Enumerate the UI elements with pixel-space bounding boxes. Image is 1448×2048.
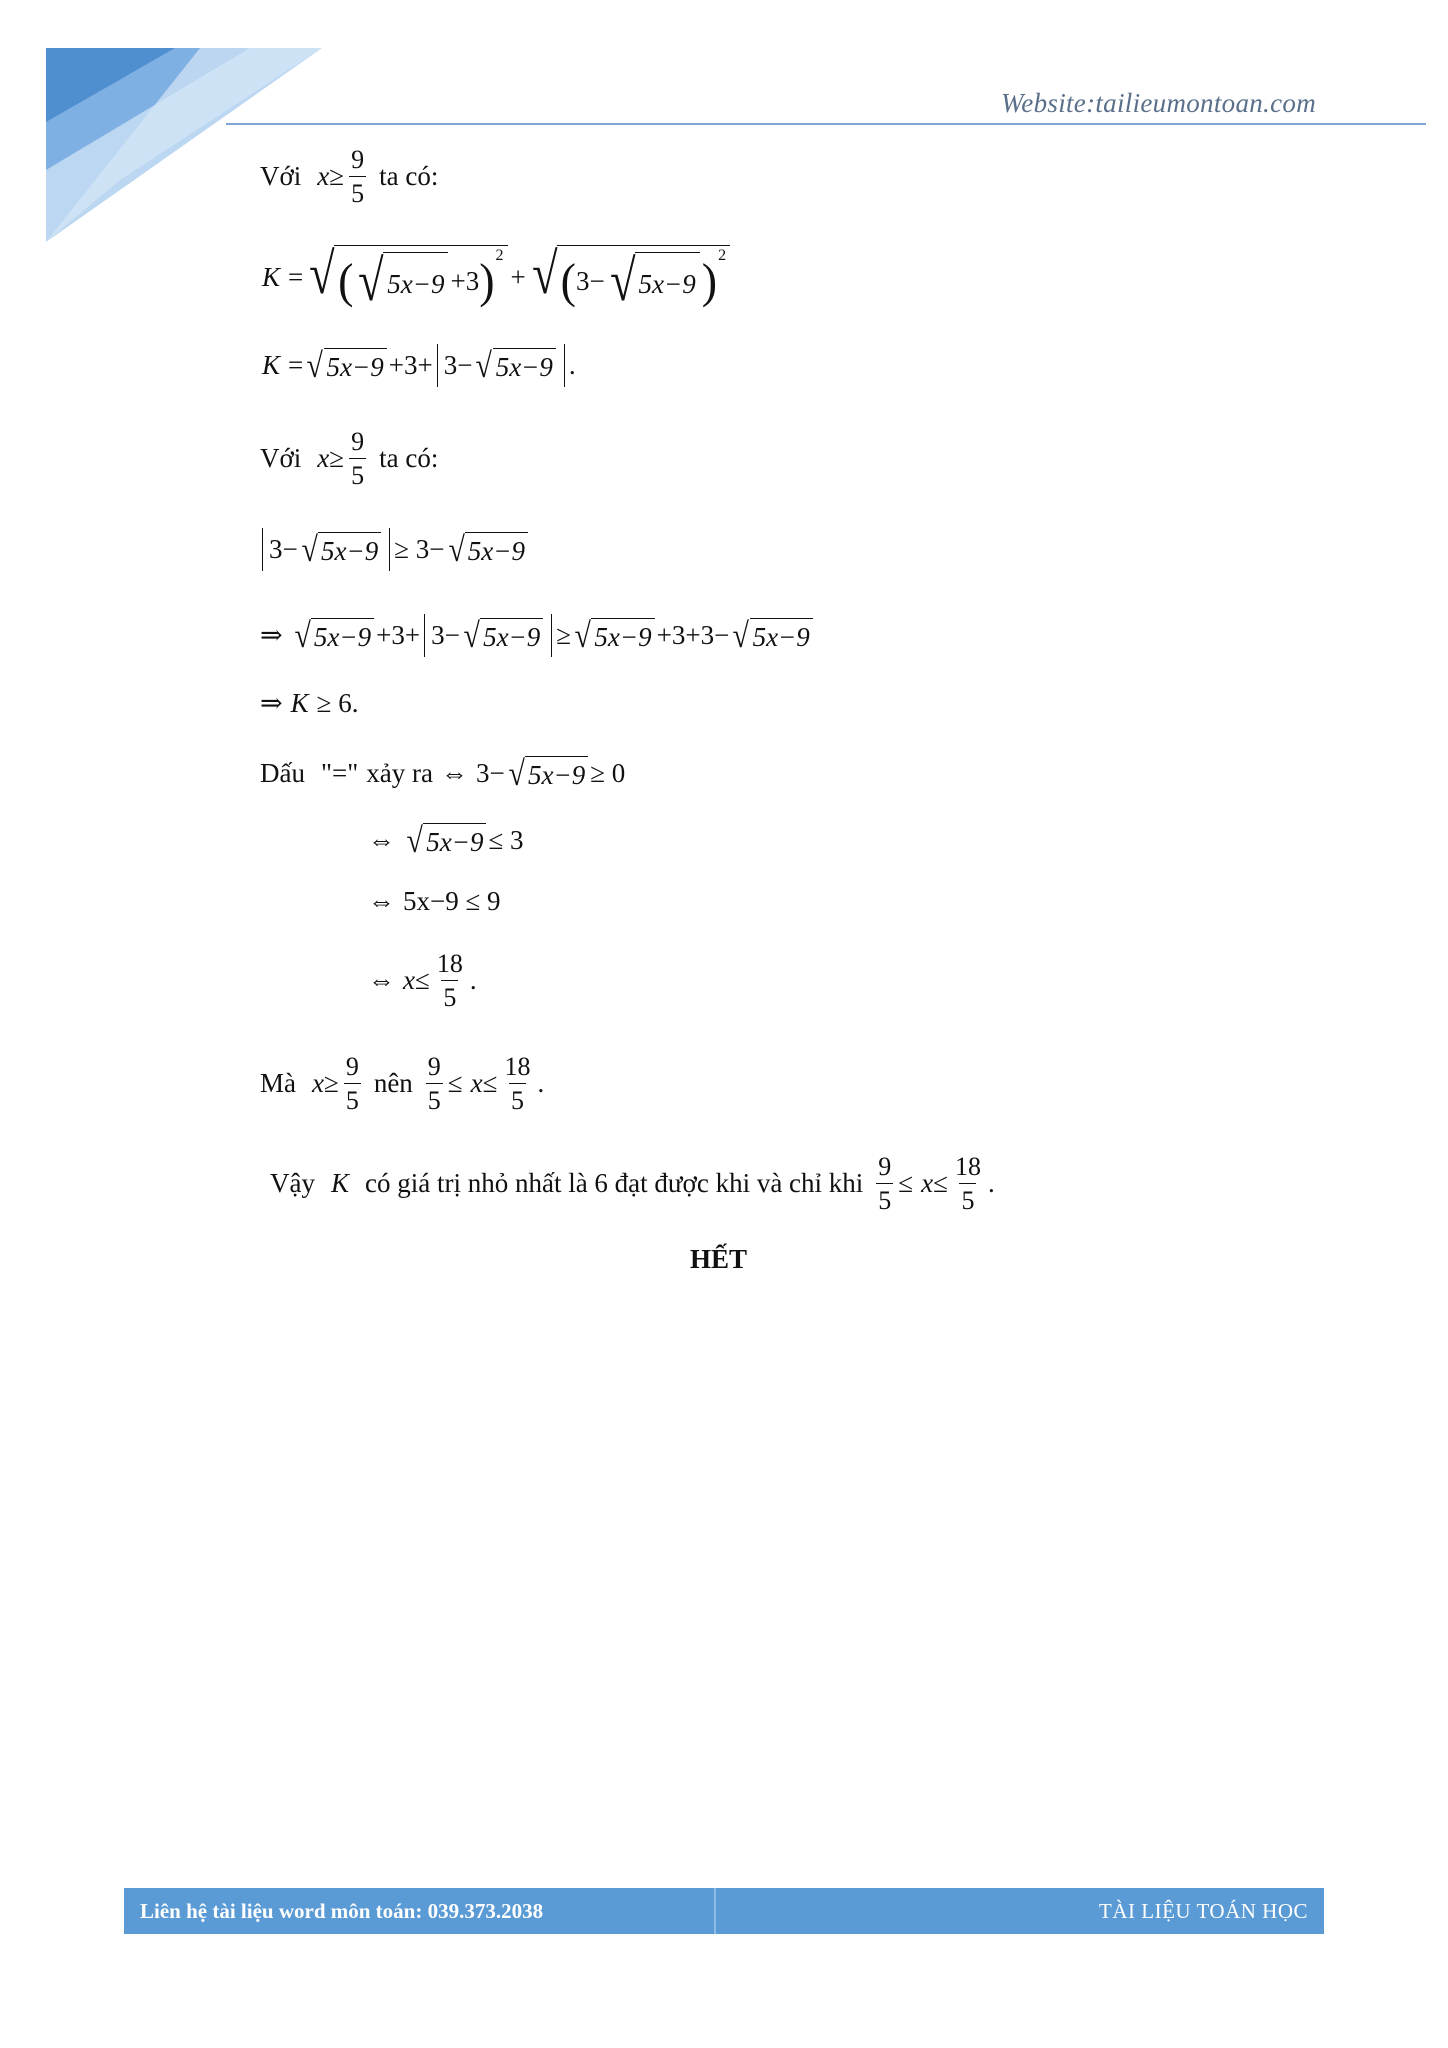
- radical: √ 5x−9: [507, 756, 588, 791]
- iff-arrow: ⇔: [368, 886, 395, 916]
- line-5: [258, 528, 530, 571]
- operator: ≥: [323, 1068, 339, 1099]
- punct: .: [537, 1068, 545, 1099]
- big-radical: √ ( 3− √ 5x−9 ) 2: [529, 245, 730, 310]
- term: ≤ 3: [488, 825, 524, 856]
- line-1: [260, 146, 438, 208]
- term: 5x−9 ≤ 9: [403, 886, 501, 916]
- footer-bar: [124, 1888, 1324, 1934]
- footer-divider: [714, 1888, 716, 1934]
- text: Với: [260, 161, 302, 192]
- fraction: [349, 428, 366, 490]
- footer-contact: Liên hệ tài liệu word môn toán: 039.373.2038: [140, 1898, 544, 1923]
- fraction: [876, 1153, 893, 1215]
- operator: ≥: [329, 443, 345, 474]
- operator: =: [288, 262, 304, 292]
- big-radical: √ ( √ 5x−9 +3 ) 2: [306, 245, 507, 310]
- math-var: K: [262, 262, 281, 292]
- term: +3+3−: [656, 620, 730, 651]
- term: ≥ 6.: [316, 688, 359, 718]
- radical: √ 5x−9: [355, 252, 448, 310]
- footer-brand: TÀI LIỆU TOÁN HỌC: [1099, 1898, 1308, 1923]
- math-var: x: [312, 1068, 324, 1099]
- fraction: [502, 1053, 532, 1115]
- radicand: 5x−9: [318, 532, 381, 567]
- term: 3−: [443, 350, 473, 381]
- term: 3−: [575, 265, 605, 296]
- term: ≥ 0: [590, 758, 626, 789]
- math-var: x: [470, 1068, 483, 1099]
- math-var: x: [317, 161, 330, 192]
- radical: √ 5x−9: [462, 618, 543, 653]
- fraction: [953, 1153, 983, 1215]
- radicand: 5x−9: [591, 618, 654, 653]
- fraction: [349, 146, 366, 208]
- math-var: x: [317, 443, 330, 474]
- line-3: [262, 344, 576, 387]
- line-8: [260, 756, 625, 791]
- math-var: K: [262, 350, 281, 381]
- line-9: [368, 823, 524, 858]
- absolute-value: [437, 344, 565, 387]
- radicand: 5x−9: [465, 532, 528, 567]
- text: Vậy: [270, 1168, 315, 1199]
- operator: ≤: [898, 1168, 914, 1199]
- operator: ≤: [447, 1068, 463, 1099]
- iff-arrow: ⇔: [440, 758, 468, 789]
- radicand: 5x−9: [423, 823, 486, 858]
- operator: ≥ 3−: [394, 534, 445, 565]
- numerator: 9: [351, 427, 365, 456]
- implies-arrow: ⇒: [260, 620, 283, 651]
- line-11: [368, 950, 477, 1012]
- denominator: 5: [509, 1083, 526, 1114]
- text: Dấu: [260, 758, 305, 789]
- radical: √ 5x−9: [607, 252, 700, 310]
- line-4: [260, 428, 438, 490]
- radical: √ 5x−9: [573, 618, 654, 653]
- text: ta có:: [379, 161, 439, 192]
- denominator: 5: [344, 1083, 361, 1114]
- end-marker: HẾT: [690, 1244, 748, 1274]
- text: có giá trị nhỏ nhất là 6 đạt được khi và chỉ khi: [365, 1168, 864, 1199]
- operator: ≤: [933, 1168, 948, 1199]
- radical: √ 5x−9: [474, 348, 555, 383]
- line-2: [262, 241, 733, 313]
- operator: ≥: [329, 161, 345, 192]
- fraction: [435, 950, 465, 1012]
- quote-equals: "=": [320, 758, 359, 789]
- denominator: 5: [349, 458, 366, 489]
- denominator: 5: [876, 1183, 893, 1214]
- radical: √ 5x−9: [405, 823, 486, 858]
- line-6: [260, 614, 815, 657]
- absolute-value: [262, 528, 390, 571]
- numerator: 18: [436, 949, 463, 978]
- math-var: x: [921, 1168, 934, 1199]
- punct: .: [469, 965, 477, 996]
- operator: ≤: [482, 1068, 498, 1099]
- radical: √ 5x−9: [305, 348, 386, 383]
- line-12: [260, 1053, 544, 1115]
- numerator: 18: [504, 1052, 531, 1081]
- radicand: 5x−9: [311, 618, 374, 653]
- radicand: 5x−9: [383, 252, 448, 310]
- exponent: 2: [495, 247, 504, 264]
- denominator: 5: [441, 980, 458, 1011]
- numerator: 9: [878, 1152, 892, 1181]
- numerator: 9: [351, 145, 365, 174]
- fraction: [344, 1053, 361, 1115]
- denominator: 5: [959, 1183, 976, 1214]
- text: xảy ra: [366, 758, 433, 789]
- punct: .: [987, 1168, 995, 1199]
- numerator: 9: [345, 1052, 359, 1081]
- implies-arrow: ⇒: [260, 688, 283, 718]
- denominator: 5: [349, 176, 366, 207]
- radicand: 5x−9: [480, 618, 543, 653]
- absolute-value: [424, 614, 552, 657]
- term: +3+: [376, 620, 421, 651]
- radicand: 5x−9: [324, 348, 387, 383]
- radical: √ 5x−9: [293, 618, 374, 653]
- iff-arrow: ⇔: [368, 965, 395, 996]
- math-var: K: [290, 688, 309, 718]
- denominator: 5: [426, 1083, 443, 1114]
- text: Với: [260, 443, 302, 474]
- numerator: 9: [427, 1052, 441, 1081]
- line-10: [368, 888, 501, 915]
- radical: √ 5x−9: [447, 532, 528, 567]
- text: ta có:: [379, 443, 439, 474]
- term: 3−: [475, 758, 505, 789]
- exponent: 2: [718, 247, 727, 264]
- operator: ≥: [556, 620, 572, 651]
- operator: ≤: [414, 965, 430, 996]
- operator: =: [288, 350, 304, 381]
- iff-arrow: ⇔: [368, 825, 395, 856]
- text: Mà: [260, 1068, 296, 1099]
- radical: √ 5x−9: [731, 618, 812, 653]
- radicand: 5x−9: [525, 756, 588, 791]
- line-13: [270, 1153, 995, 1215]
- radical: √ 5x−9: [300, 532, 381, 567]
- term: 3−: [431, 620, 460, 651]
- website-header: Website:tailieumontoan.com: [1000, 88, 1316, 118]
- math-var: x: [403, 965, 415, 996]
- term: +3+: [388, 350, 433, 381]
- math-var: K: [330, 1168, 349, 1199]
- radicand: 5x−9: [750, 618, 813, 653]
- line-7: [260, 690, 358, 717]
- radicand: 5x−9: [493, 348, 556, 383]
- radicand: 5x−9: [635, 252, 700, 310]
- operator: +: [510, 262, 526, 292]
- term: +3: [450, 265, 480, 296]
- punct: .: [568, 350, 576, 381]
- text: nên: [373, 1068, 413, 1099]
- term: 3−: [269, 534, 298, 565]
- numerator: 18: [954, 1152, 981, 1181]
- fraction: [426, 1053, 443, 1115]
